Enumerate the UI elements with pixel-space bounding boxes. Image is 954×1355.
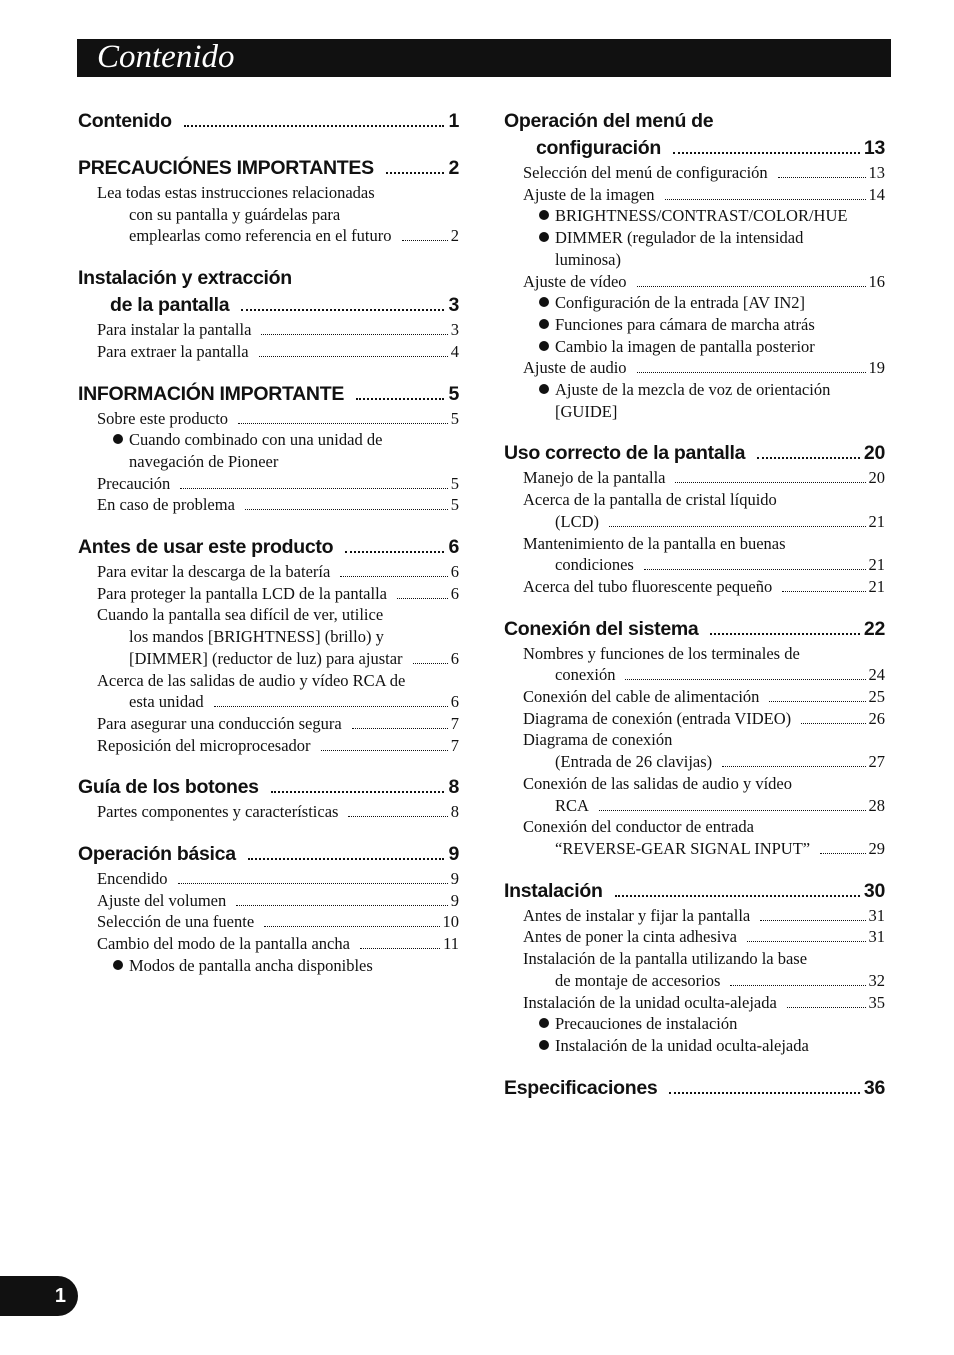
toc-entry[interactable]: [78, 933, 459, 955]
entry-text: Cambio la imagen de pantalla posterior: [555, 336, 815, 356]
toc-entry[interactable]: [504, 184, 885, 206]
leader-dots: [241, 309, 444, 311]
leader-dots: [360, 948, 440, 949]
leader-dots: [769, 701, 865, 702]
entry-page: 31: [868, 927, 885, 947]
entry-text: Mantenimiento de la pantalla en buenas: [523, 533, 786, 553]
leader-dots: [214, 706, 448, 707]
entry-text: Conexión de las salidas de audio y vídeo: [523, 773, 792, 793]
toc-heading[interactable]: [504, 616, 885, 643]
toc-entry: [78, 604, 459, 626]
leader-dots: [356, 398, 444, 400]
entry-text: Acerca del tubo fluorescente pequeño: [523, 576, 773, 596]
toc-heading[interactable]: [78, 155, 459, 182]
leader-dots: [245, 509, 448, 510]
toc-bullet: [504, 1035, 885, 1057]
heading-page: 8: [448, 776, 459, 799]
entry-text: Ajuste de vídeo: [523, 271, 627, 291]
entry-page: 5: [450, 408, 459, 428]
entry-text: Acerca de la pantalla de cristal líquido: [523, 490, 777, 510]
toc-entry: [504, 729, 885, 751]
page-number-tab: [0, 1276, 78, 1316]
entry-page: 28: [868, 795, 885, 815]
entry-text: (Entrada de 26 clavijas): [555, 752, 713, 772]
entry-page: 2: [450, 226, 459, 246]
toc-heading[interactable]: [78, 774, 459, 801]
toc-entry[interactable]: [504, 795, 885, 817]
bullet-icon: [539, 1040, 549, 1050]
toc-heading[interactable]: [504, 135, 885, 162]
heading-title: INFORMACIÓN IMPORTANTE: [78, 382, 345, 405]
entry-text: Instalación de la unidad oculta-alejada: [523, 992, 777, 1012]
entry-text: Modos de pantalla ancha disponibles: [129, 955, 373, 975]
entry-page: 6: [450, 562, 459, 582]
heading-page: 3: [448, 294, 459, 317]
toc-entry[interactable]: [78, 801, 459, 823]
bullet-icon: [539, 1018, 549, 1028]
entry-text: Lea todas estas instrucciones relacionadas: [97, 183, 375, 202]
entry-text: Ajuste de la mezcla de voz de orientación: [555, 380, 831, 400]
heading-title: Instalación: [504, 879, 603, 902]
entry-text: Cambio del modo de la pantalla ancha: [97, 934, 350, 954]
heading-page: 1: [448, 110, 459, 132]
entry-page: 6: [450, 583, 459, 603]
entry-text: Antes de instalar y fijar la pantalla: [523, 905, 751, 925]
entry-text: esta unidad: [129, 692, 204, 712]
entry-text: de montaje de accesorios: [555, 970, 721, 990]
entry-text: Nombres y funciones de los terminales de: [523, 643, 800, 663]
toc-section: [504, 440, 885, 597]
entry-page: 4: [450, 341, 459, 361]
entry-page: 6: [450, 692, 459, 712]
toc-section: [504, 616, 885, 860]
toc-bullet: [78, 955, 459, 977]
toc-bullet: [504, 292, 885, 314]
toc-section: [504, 1075, 885, 1102]
toc-heading: [78, 265, 459, 292]
entry-text: BRIGHTNESS/CONTRAST/COLOR/HUE: [555, 206, 848, 226]
entry-page: 9: [450, 890, 459, 910]
leader-dots: [644, 569, 866, 570]
leader-dots: [722, 766, 865, 767]
toc-entry[interactable]: [504, 664, 885, 686]
toc-entry[interactable]: [78, 868, 459, 890]
entry-page: 5: [450, 473, 459, 493]
toc-section: [78, 774, 459, 823]
entry-page: 21: [868, 555, 885, 575]
bullet-icon: [539, 210, 549, 220]
heading-page: 30: [863, 879, 885, 902]
toc-entry[interactable]: [504, 751, 885, 773]
toc-entry: [78, 670, 459, 692]
entry-page: 14: [868, 184, 885, 204]
toc-entry[interactable]: [504, 905, 885, 927]
entry-text: DIMMER (regulador de la intensidad: [555, 228, 804, 248]
toc-entry[interactable]: [78, 341, 459, 363]
title-banner: [77, 39, 891, 77]
leader-dots: [673, 152, 860, 154]
toc-entry[interactable]: [78, 713, 459, 735]
entry-text: Ajuste de la imagen: [523, 184, 655, 204]
toc-entry[interactable]: [78, 561, 459, 583]
toc-entry[interactable]: [504, 838, 885, 860]
heading-title: Conexión del sistema: [504, 617, 699, 640]
toc-section: [78, 155, 459, 247]
heading-title: Guía de los botones: [78, 776, 259, 799]
entry-page: 16: [868, 271, 885, 291]
leader-dots: [730, 985, 865, 986]
toc-entry: [504, 643, 885, 665]
leader-dots: [271, 791, 445, 793]
leader-dots: [801, 723, 865, 724]
toc-bullet-continuation: [GUIDE]: [555, 401, 618, 421]
toc-section: [504, 108, 885, 422]
leader-dots: [609, 526, 866, 527]
entry-text: Acerca de las salidas de audio y vídeo RCA de: [97, 670, 406, 690]
toc-heading[interactable]: [504, 1075, 885, 1102]
toc-left-column: [78, 108, 459, 995]
entry-page: 10: [442, 912, 459, 932]
leader-dots: [637, 286, 866, 287]
bullet-icon: [113, 434, 123, 444]
heading-page: 20: [863, 442, 885, 465]
entry-text: Conexión del conductor de entrada: [523, 817, 754, 837]
entry-text: Para evitar la descarga de la batería: [97, 562, 331, 582]
leader-dots: [710, 633, 859, 635]
entry-text: Funciones para cámara de marcha atrás: [555, 314, 815, 334]
leader-dots: [345, 551, 444, 553]
leader-dots: [180, 488, 447, 489]
toc-section: [78, 534, 459, 756]
entry-page: 19: [868, 358, 885, 378]
leader-dots: [352, 728, 448, 729]
leader-dots: [669, 1092, 859, 1094]
entry-text: Selección de una fuente: [97, 912, 255, 932]
bullet-icon: [539, 232, 549, 242]
toc-entry: [78, 626, 459, 648]
entry-page: 24: [868, 665, 885, 685]
toc-entry[interactable]: [504, 467, 885, 489]
leader-dots: [782, 591, 865, 592]
heading-title: Antes de usar este producto: [78, 536, 334, 559]
toc-heading[interactable]: [78, 534, 459, 561]
entry-text: Instalación de la pantalla utilizando la base: [523, 949, 808, 969]
bullet-icon: [539, 319, 549, 329]
entry-page: 31: [868, 905, 885, 925]
entry-text: Antes de poner la cinta adhesiva: [523, 927, 737, 947]
toc-entry: [504, 816, 885, 838]
page-number: 1: [54, 1285, 66, 1307]
heading-title: configuración: [536, 137, 662, 159]
toc-entry[interactable]: [78, 890, 459, 912]
heading-page: 5: [448, 382, 459, 405]
heading-page: 6: [448, 536, 459, 559]
heading-page: 2: [448, 157, 459, 179]
entry-text: Para instalar la pantalla: [97, 320, 252, 340]
toc-entry: [504, 773, 885, 795]
toc-entry[interactable]: [504, 554, 885, 576]
entry-text: Partes componentes y características: [97, 802, 339, 822]
heading-title: Contenido: [78, 110, 172, 132]
leader-dots: [760, 920, 865, 921]
entry-page: 5: [450, 495, 459, 515]
entry-page: 3: [450, 320, 459, 340]
heading-title: de la pantalla: [110, 294, 230, 317]
entry-page: 20: [868, 468, 885, 488]
bullet-icon: [113, 960, 123, 970]
heading-title: Instalación y extracción: [78, 267, 292, 290]
leader-dots: [615, 895, 860, 897]
entry-text: Precauciones de instalación: [555, 1014, 738, 1034]
toc-entry[interactable]: [78, 911, 459, 933]
entry-text: Instalación de la unidad oculta-alejada: [555, 1035, 809, 1055]
toc-entry[interactable]: [78, 583, 459, 605]
toc-entry: [78, 204, 459, 226]
heading-title: Operación básica: [78, 843, 236, 866]
page-title: Contenido: [97, 39, 235, 75]
leader-dots: [402, 240, 448, 241]
leader-dots: [348, 816, 447, 817]
toc-entry[interactable]: [78, 473, 459, 495]
toc-heading[interactable]: [78, 108, 459, 135]
leader-dots: [340, 576, 447, 577]
entry-text: Para proteger la pantalla LCD de la pantalla: [97, 583, 387, 603]
toc-entry: [504, 533, 885, 555]
toc-entry[interactable]: [504, 511, 885, 533]
leader-dots: [397, 598, 448, 599]
toc-entry[interactable]: [504, 271, 885, 293]
leader-dots: [599, 810, 866, 811]
entry-page: 7: [450, 713, 459, 733]
heading-title: Uso correcto de la pantalla: [504, 442, 746, 465]
entry-text: [DIMMER] (reductor de luz) para ajustar: [129, 648, 403, 668]
entry-page: 8: [450, 802, 459, 822]
toc-heading[interactable]: [504, 878, 885, 905]
heading-page: 9: [448, 843, 459, 866]
entry-page: 6: [450, 648, 459, 668]
entry-text: Ajuste de audio: [523, 358, 627, 378]
entry-text: Conexión del cable de alimentación: [523, 687, 760, 707]
entry-text: Cuando la pantalla sea difícil de ver, utilice: [97, 605, 384, 625]
entry-page: 26: [868, 708, 885, 728]
leader-dots: [757, 457, 860, 459]
entry-text: conexión: [555, 665, 616, 685]
toc-heading[interactable]: [78, 841, 459, 868]
toc-entry: [78, 182, 459, 204]
entry-page: 25: [868, 687, 885, 707]
entry-text: Manejo de la pantalla: [523, 468, 666, 488]
entry-text: Reposición del microprocesador: [97, 735, 311, 755]
entry-text: Ajuste del volumen: [97, 890, 227, 910]
toc-right-column: [504, 108, 885, 1120]
toc-bullet: [504, 336, 885, 358]
toc-bullet: [504, 205, 885, 227]
toc-entry[interactable]: [78, 648, 459, 670]
toc-section: [78, 265, 459, 362]
leader-dots: [413, 663, 448, 664]
toc-entry[interactable]: [504, 970, 885, 992]
toc-bullet: [504, 314, 885, 336]
toc-entry[interactable]: [78, 735, 459, 757]
toc-section: [78, 381, 459, 517]
leader-dots: [386, 172, 445, 174]
bullet-icon: [539, 297, 549, 307]
heading-page: 13: [863, 137, 885, 159]
toc-section: [78, 841, 459, 977]
entry-text: Configuración de la entrada [AV IN2]: [555, 293, 806, 313]
toc-heading[interactable]: [78, 292, 459, 319]
toc-entry[interactable]: [504, 576, 885, 598]
entry-text: Cuando combinado con una unidad de: [129, 430, 383, 450]
entry-text: Precaución: [97, 473, 171, 493]
entry-text: En caso de problema: [97, 495, 235, 515]
leader-dots: [665, 199, 866, 200]
toc-bullet: [504, 227, 885, 249]
toc-entry[interactable]: [504, 357, 885, 379]
entry-text: Selección del menú de configuración: [523, 163, 768, 182]
leader-dots: [625, 679, 865, 680]
leader-dots: [321, 750, 448, 751]
leader-dots: [178, 883, 448, 884]
entry-text: los mandos [BRIGHTNESS] (brillo) y: [129, 627, 384, 647]
entry-text: emplearlas como referencia en el futuro: [129, 226, 392, 246]
entry-text: (LCD): [555, 511, 599, 531]
entry-text: Encendido: [97, 869, 168, 889]
heading-page: 36: [863, 1076, 885, 1099]
toc-entry[interactable]: [78, 408, 459, 430]
entry-text: Diagrama de conexión: [523, 730, 673, 750]
entry-page: 7: [450, 735, 459, 755]
leader-dots: [778, 177, 866, 178]
toc-entry: [504, 948, 885, 970]
toc-entry[interactable]: [78, 319, 459, 341]
entry-page: 13: [868, 163, 885, 182]
toc-bullet-continuation: navegación de Pioneer: [129, 451, 279, 471]
toc-bullet: [504, 379, 885, 401]
toc-entry[interactable]: [504, 708, 885, 730]
entry-page: 29: [868, 838, 885, 858]
heading-title: Operación del menú de: [504, 110, 714, 132]
bullet-icon: [539, 384, 549, 394]
entry-text: Para asegurar una conducción segura: [97, 713, 342, 733]
leader-dots: [259, 356, 448, 357]
toc-entry[interactable]: [78, 225, 459, 247]
heading-title: Especificaciones: [504, 1076, 658, 1099]
leader-dots: [184, 125, 445, 127]
entry-page: 32: [868, 970, 885, 990]
leader-dots: [787, 1007, 866, 1008]
bullet-icon: [539, 341, 549, 351]
toc-entry[interactable]: [504, 926, 885, 948]
entry-page: 11: [443, 934, 459, 954]
entry-page: 27: [868, 752, 885, 772]
toc-heading[interactable]: [504, 440, 885, 467]
entry-page: 9: [450, 869, 459, 889]
toc-entry[interactable]: [504, 992, 885, 1014]
entry-text: condiciones: [555, 555, 634, 575]
leader-dots: [675, 482, 865, 483]
leader-dots: [261, 334, 447, 335]
toc-entry[interactable]: [504, 162, 885, 184]
toc-bullet-continuation: luminosa): [555, 249, 621, 269]
toc-entry[interactable]: [78, 494, 459, 516]
entry-page: 21: [868, 511, 885, 531]
entry-text: Para extraer la pantalla: [97, 341, 249, 361]
leader-dots: [820, 853, 865, 854]
entry-text: Diagrama de conexión (entrada VIDEO): [523, 708, 792, 728]
toc-section: [78, 108, 459, 135]
toc-heading: [504, 108, 885, 135]
leader-dots: [747, 941, 866, 942]
toc-section: [504, 878, 885, 1057]
entry-page: 21: [868, 576, 885, 596]
toc-entry[interactable]: [78, 691, 459, 713]
toc-heading[interactable]: [78, 381, 459, 408]
entry-page: 35: [868, 992, 885, 1012]
leader-dots: [637, 372, 866, 373]
leader-dots: [236, 905, 448, 906]
leader-dots: [264, 926, 439, 927]
toc-bullet: [504, 1013, 885, 1035]
entry-text: RCA: [555, 795, 589, 815]
entry-text: con su pantalla y guárdelas para: [129, 204, 341, 224]
toc-entry: [504, 489, 885, 511]
entry-text: Sobre este producto: [97, 408, 229, 428]
leader-dots: [248, 858, 445, 860]
leader-dots: [238, 423, 448, 424]
toc-entry[interactable]: [504, 686, 885, 708]
heading-page: 22: [863, 617, 885, 640]
toc-bullet: [78, 429, 459, 451]
entry-text: “REVERSE-GEAR SIGNAL INPUT”: [555, 838, 811, 858]
heading-title: PRECAUCIÓNES IMPORTANTES: [78, 157, 374, 179]
